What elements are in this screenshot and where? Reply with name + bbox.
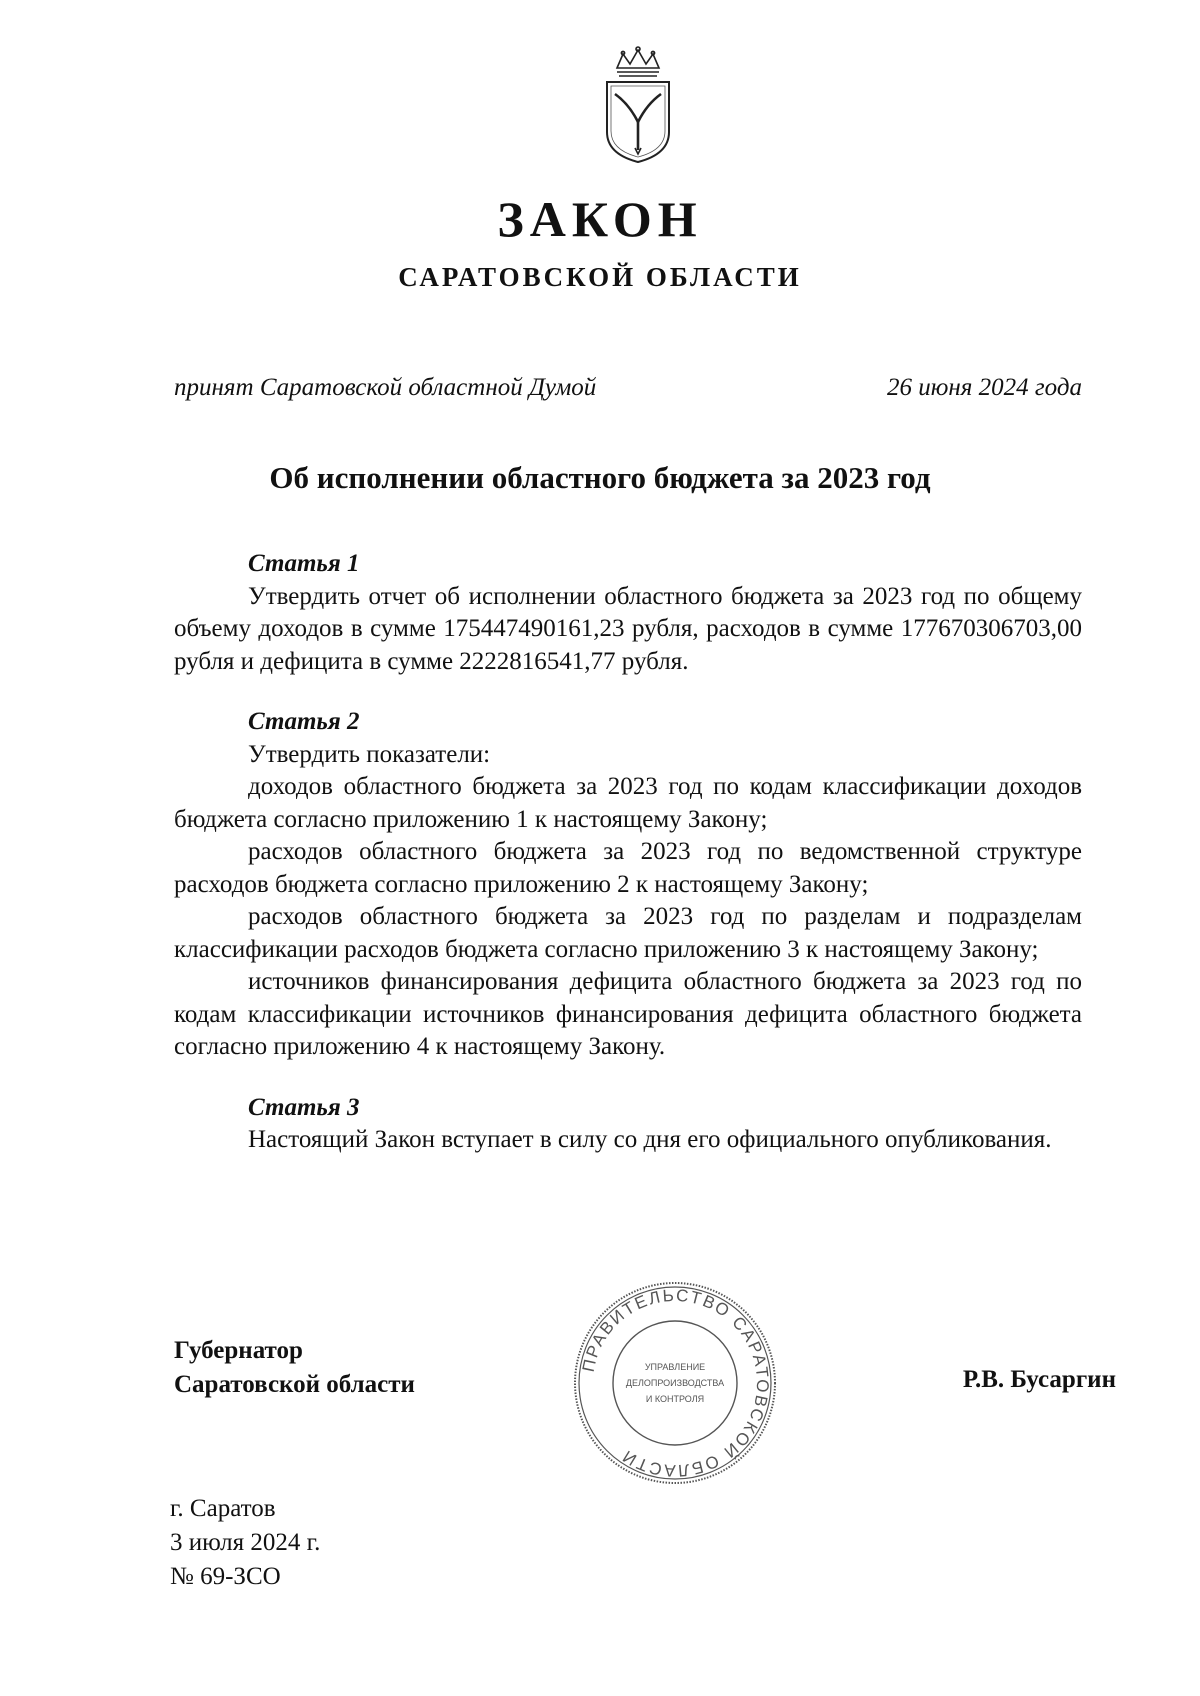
- article-paragraph: источников финансирования дефицита областного бюджета за 2023 год по кодам классификации источников финансирования дефицита областного бюджета согласно приложению 4 к настоящему Закону.: [174, 968, 1082, 1060]
- article-title: Статья 1: [248, 550, 360, 577]
- saratov-coat-of-arms-icon: [595, 46, 681, 166]
- footer-date: 3 июля 2024 г.: [170, 1529, 321, 1556]
- adoption-date: 26 июня 2024 года: [887, 374, 1082, 401]
- official-stamp: [570, 1278, 780, 1488]
- svg-text:И КОНТРОЛЯ: И КОНТРОЛЯ: [645, 1394, 705, 1404]
- article-3: [174, 1092, 1082, 1157]
- article-2: [174, 706, 1082, 1064]
- law-title: ЗАКОН: [497, 191, 703, 247]
- article-paragraph: Утвердить показатели:: [248, 740, 491, 768]
- article-1: [174, 548, 1082, 678]
- signer-position: [174, 1334, 415, 1402]
- article-paragraph: доходов областного бюджета за 2023 год по кодам классификации доходов бюджета согласно приложению 1 к настоящему Закону;: [174, 773, 1082, 833]
- article-paragraph: Утвердить отчет об исполнении областного бюджета за 2023 год по общему объему доходов в сумме 175447490161,23 рубля, расходов в сумме 177670306703,00 рубля и дефицита в сумме 2222816541,77 рубля.: [174, 582, 1082, 675]
- article-paragraph: Настоящий Закон вступает в силу со дня его официального опубликования.: [248, 1126, 1052, 1153]
- article-paragraph: расходов областного бюджета за 2023 год по разделам и подразделам классификации расходов бюджета согласно приложению 3 к настоящему Закону;: [174, 903, 1082, 963]
- svg-text:ПРАВИТЕЛЬСТВО САРАТОВСКОЙ ОБЛА: ПРАВИТЕЛЬСТВО САРАТОВСКОЙ ОБЛАСТИ: [578, 1285, 773, 1481]
- article-title: Статья 2: [248, 708, 360, 735]
- svg-text:УПРАВЛЕНИЕ: УПРАВЛЕНИЕ: [644, 1362, 706, 1372]
- adopted-by: принят Саратовской областной Думой: [174, 374, 597, 401]
- signer-position-line-1: Губернатор: [174, 1337, 303, 1364]
- law-region: САРАТОВСКОЙ ОБЛАСТИ: [398, 262, 802, 292]
- signer-name: Р.В. Бусаргин: [962, 1366, 1116, 1393]
- footer-number: № 69-ЗСО: [170, 1563, 281, 1590]
- article-title: Статья 3: [248, 1093, 360, 1121]
- document-footer: [170, 1492, 320, 1594]
- document-heading: Об исполнении областного бюджета за 2023 год: [269, 460, 931, 495]
- footer-city: г. Саратов: [170, 1495, 276, 1522]
- article-paragraph: расходов областного бюджета за 2023 год по ведомственной структуре расходов бюджета согласно приложению 2 к настоящему Закону;: [174, 838, 1082, 898]
- document-body: [174, 548, 1082, 1157]
- svg-text:ДЕЛОПРОИЗВОДСТВА: ДЕЛОПРОИЗВОДСТВА: [625, 1378, 725, 1388]
- signer-position-line-2: Саратовской области: [174, 1371, 415, 1398]
